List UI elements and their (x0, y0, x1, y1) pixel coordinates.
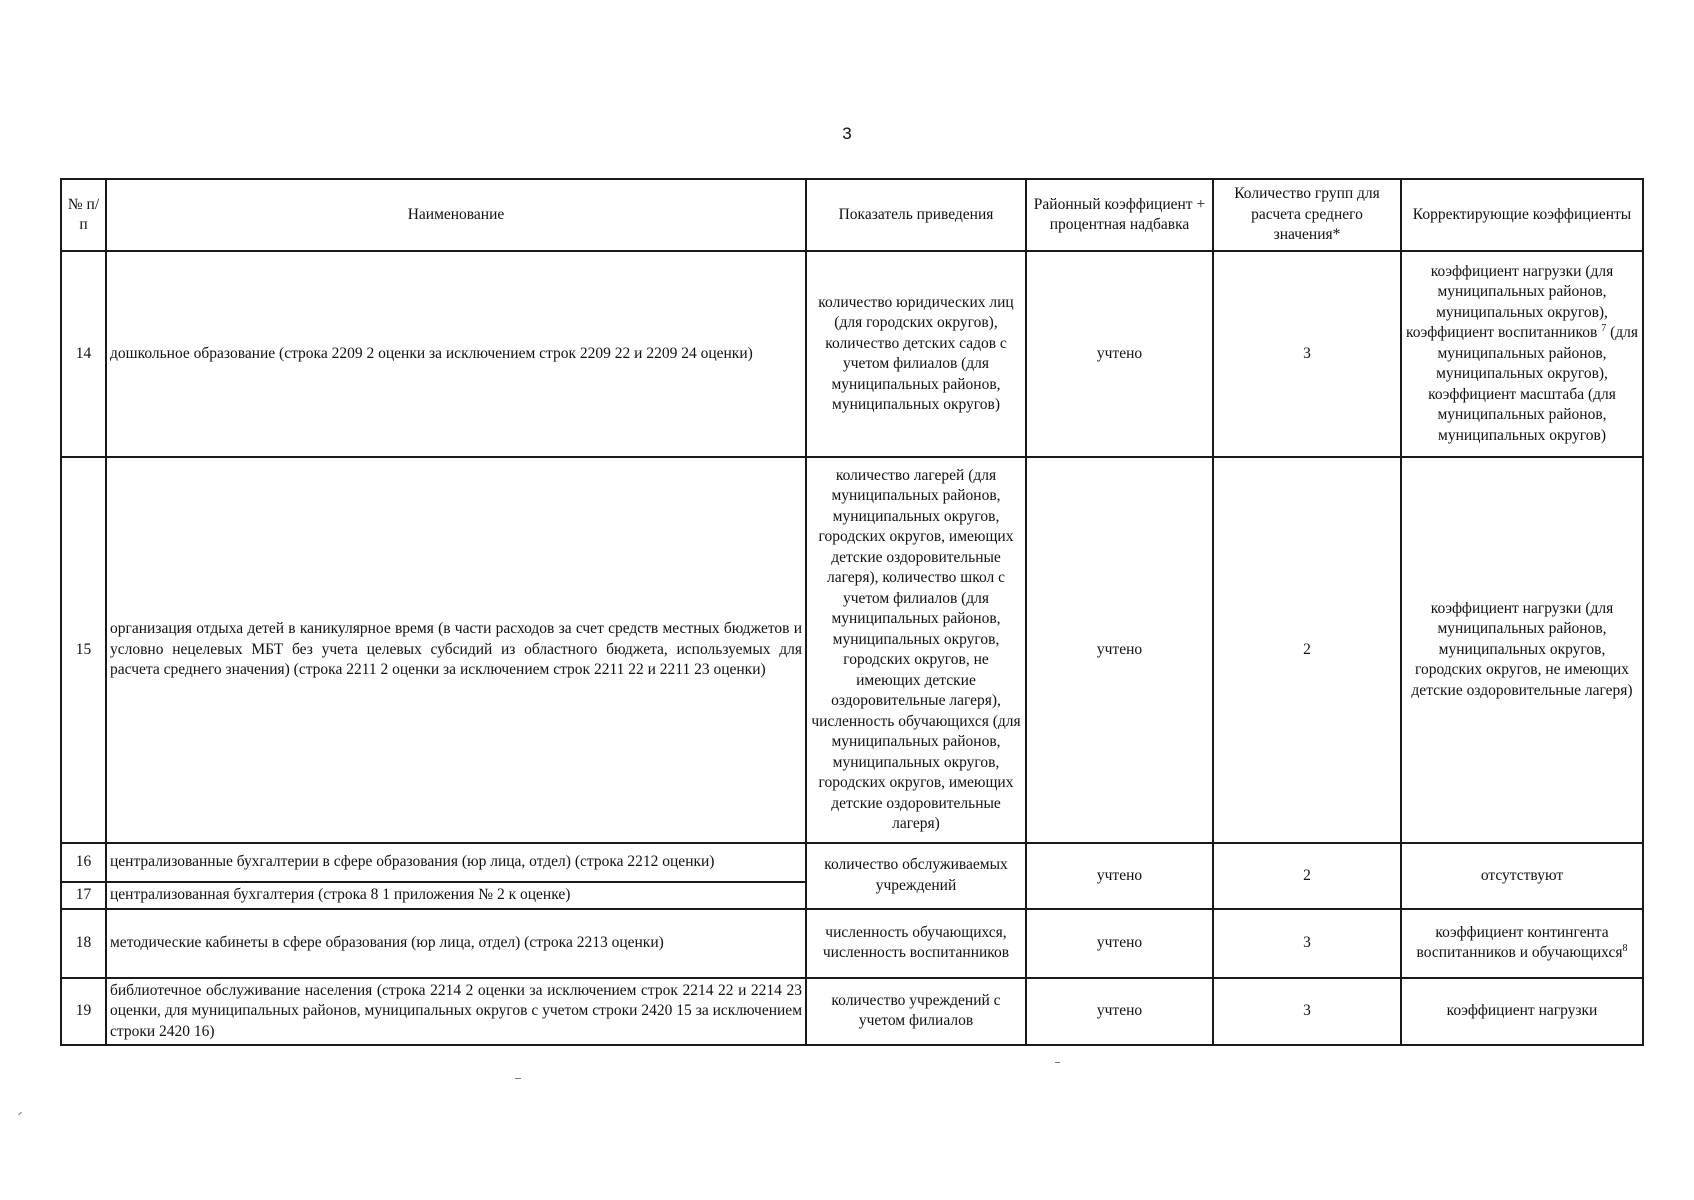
row-correcting: коэффициент нагрузки (1401, 978, 1643, 1046)
row-coefficient: учтено (1026, 909, 1213, 978)
row-coefficient: учтено (1026, 843, 1213, 909)
correcting-text-part1: коэффициент нагрузки (для муниципальных районов, муниципальных округов), коэффициент воспитанников (1406, 262, 1614, 342)
row-groups: 2 (1213, 843, 1401, 909)
coefficients-table (60, 178, 1644, 1046)
row-number: 17 (61, 882, 106, 909)
scan-mark (18, 1112, 22, 1115)
header-name: Наименование (106, 179, 806, 251)
header-groups: Количество групп для расчета среднего значения* (1213, 179, 1401, 251)
row-indicator: количество учреждений с учетом филиалов (806, 978, 1026, 1046)
row-indicator: количество юридических лиц (для городских округов), количество детских садов с учетом филиалов (для муниципальных районов, муниципальных округов) (806, 251, 1026, 457)
row-groups: 3 (1213, 909, 1401, 978)
row-name: централизованные бухгалтерии в сфере образования (юр лица, отдел) (строка 2212 оценки) (106, 843, 806, 882)
row-groups: 3 (1213, 251, 1401, 457)
header-coefficient: Районный коэффициент + процентная надбавка (1026, 179, 1213, 251)
row-coefficient: учтено (1026, 978, 1213, 1046)
row-groups: 3 (1213, 978, 1401, 1046)
page-number: 3 (842, 124, 852, 143)
row-coefficient: учтено (1026, 251, 1213, 457)
table-row (61, 251, 1643, 457)
table-row (61, 843, 1643, 882)
row-name: дошкольное образование (строка 2209 2 оценки за исключением строк 2209 22 и 2209 24 оценки) (106, 251, 806, 457)
row-number: 15 (61, 457, 106, 843)
row-name: организация отдыха детей в каникулярное время (в части расходов за счет средств местных бюджетов и условно нецелевых МБТ без учета целевых субсидий из областного бюджета, используемых для расчета среднего значения) (строка 2211 2 оценки за исключением строк 2211 22 и 2211 23 оценки) (106, 457, 806, 843)
scan-mark (515, 1078, 521, 1079)
row-number: 14 (61, 251, 106, 457)
correcting-text-part2: (для муниципальных районов, муниципальных округов), коэффициент масштаба (для муниципальных районов, муниципальных округов) (1428, 324, 1638, 444)
row-name: библиотечное обслуживание населения (строка 2214 2 оценки за исключением строк 2214 22 и 2214 23 оценки, для муниципальных районов, муниципальных округов с учетом строки 2420 15 за исключением строки 2420 16) (106, 978, 806, 1046)
footnote-mark: 7 (1601, 323, 1607, 335)
row-correcting: коэффициент нагрузки (для муниципальных районов, муниципальных округов, городских округов, не имеющих детские оздоровительные лагеря) (1401, 457, 1643, 843)
row-number: 16 (61, 843, 106, 882)
table-row (61, 457, 1643, 843)
correcting-text: коэффициент контингента воспитанников и обучающихся (1416, 923, 1623, 961)
row-number: 19 (61, 978, 106, 1046)
row-indicator: численность обучающихся, численность воспитанников (806, 909, 1026, 978)
row-name: методические кабинеты в сфере образования (юр лица, отдел) (строка 2213 оценки) (106, 909, 806, 978)
row-correcting (1401, 909, 1643, 978)
row-indicator: количество обслуживаемых учреждений (806, 843, 1026, 909)
row-correcting: отсутствуют (1401, 843, 1643, 909)
footnote-mark: 8 (1622, 942, 1628, 954)
header-indicator: Показатель приведения (806, 179, 1026, 251)
row-number: 18 (61, 909, 106, 978)
header-num: № п/п (61, 179, 106, 251)
scan-mark (1055, 1062, 1060, 1063)
row-coefficient: учтено (1026, 457, 1213, 843)
row-correcting (1401, 251, 1643, 457)
table-row (61, 909, 1643, 978)
header-correcting: Корректирующие коэффициенты (1401, 179, 1643, 251)
row-groups: 2 (1213, 457, 1401, 843)
table-row (61, 978, 1643, 1046)
row-indicator: количество лагерей (для муниципальных районов, муниципальных округов, городских округов, имеющих детские оздоровительные лагеря), количество школ с учетом филиалов (для муниципальных районов, муниципальных округов, городских округов, не имеющих детские оздоровительные лагеря), численность обучающихся (для муниципальных районов, муниципальных округов, городских округов, имеющих детские оздоровительные лагеря) (806, 457, 1026, 843)
table-header-row (61, 179, 1643, 251)
row-name: централизованная бухгалтерия (строка 8 1 приложения № 2 к оценке) (106, 882, 806, 909)
